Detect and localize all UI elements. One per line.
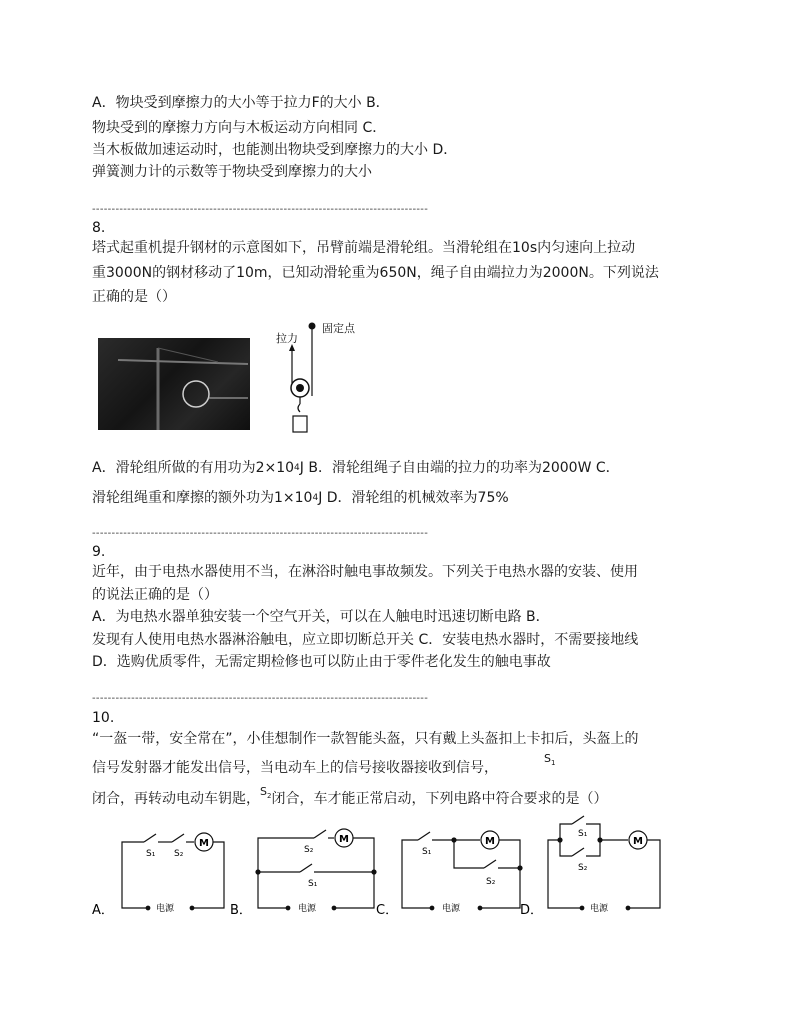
pull-label: 拉力 <box>276 332 298 345</box>
q8-stem-line-1: 塔式起重机提升钢材的示意图如下，吊臂前端是滑轮组。当滑轮组在10s内匀速向上拉动 <box>92 240 636 256</box>
separator-line: -------------------------------------------------------------------------------------- <box>92 204 429 215</box>
circuit-a-motor: M <box>199 838 209 849</box>
q10-line-3-end: 闭合，车才能正常启动，下列电路中符合要求的是（） <box>271 791 608 807</box>
q8-option-a-exponent: 4 <box>294 463 300 473</box>
q8-option-c-value: 1×10 <box>274 490 313 506</box>
circuit-b-power: 电源 <box>298 904 317 914</box>
circuit-a-power: 电源 <box>156 904 175 914</box>
pulley-diagram <box>262 318 382 440</box>
q8-option-d-text: D．滑轮组的机械效率为75% <box>322 490 509 506</box>
q8-option-line-2 <box>92 488 509 508</box>
highlight-circle <box>183 381 209 407</box>
separator-line: -------------------------------------------------------------------------------------- <box>92 693 429 704</box>
circuit-b-s2: S₂ <box>304 845 314 855</box>
separator-line: -------------------------------------------------------------------------------------- <box>92 528 429 539</box>
option-c-label: C． <box>376 903 399 918</box>
q8-option-c-unit: J <box>318 490 323 506</box>
circuit-c-motor: M <box>485 836 495 847</box>
q8-number: 8. <box>92 220 106 236</box>
circuit-d-s2: S₂ <box>578 863 588 873</box>
q9-line-2: 的说法正确的是（） <box>92 587 218 603</box>
pull-arrow-icon <box>289 344 295 351</box>
q7-option-line-2: 物块受到的摩擦力方向与木板运动方向相同 C． <box>92 120 387 136</box>
option-a-label: A． <box>92 903 114 918</box>
q10-number: 10. <box>92 710 115 726</box>
q7-option-line-4: 弹簧测力计的示数等于物块受到摩擦力的大小 <box>92 164 372 180</box>
option-d-label: D． <box>520 903 544 918</box>
q9-line-3: A．为电热水器单独安装一个空气开关，可以在人触电时迅速切断电路 B． <box>92 609 550 625</box>
circuit-b-s1: S₁ <box>308 879 318 889</box>
q8-option-a-value: 2×10 <box>255 460 295 476</box>
q9-number: 9. <box>92 544 106 560</box>
load-block <box>293 416 307 432</box>
q8-stem-line-3: 正确的是（） <box>92 289 176 305</box>
circuit-d-power: 电源 <box>590 904 609 914</box>
crane-silhouette <box>98 338 250 430</box>
circuit-d-motor: M <box>633 836 643 847</box>
circuit-d <box>548 816 660 910</box>
circuit-options-figure <box>88 810 688 920</box>
q7-option-line-1: A．物块受到摩擦力的大小等于拉力F的大小 B． <box>92 95 390 111</box>
q7-option-line-3: 当木板做加速运动时，也能测出物块受到摩擦力的大小 D． <box>92 142 458 158</box>
q8-option-a-unit: J <box>299 460 304 476</box>
circuit-b <box>256 829 376 910</box>
circuit-c-power: 电源 <box>442 904 461 914</box>
q10-s2-symbol: S2 <box>260 785 272 801</box>
q10-line-1: “一盔一带，安全常在”，小佳想制作一款智能头盔，只有戴上头盔扣上卡扣后，头盔上的 <box>92 731 639 747</box>
q10-s1-symbol: $S_1$ <box>544 752 556 768</box>
q8-option-b-text: B．滑轮组绳子自由端的拉力的功率为2000W C． <box>303 460 620 476</box>
q8-option-c-text: 滑轮组绳重和摩擦的额外功为 <box>92 490 274 506</box>
crane-photo <box>98 338 250 430</box>
circuit-d-s1: S₁ <box>578 829 588 839</box>
circuit-a-s1: S₁ <box>146 849 156 859</box>
q10-line-2: 信号发射器才能发出信号，当电动车上的信号接收器接收到信号， <box>92 760 498 776</box>
q9-line-4: 发现有人使用电热水器淋浴触电，应立即切断总开关 C．安装电热水器时，不需要接地线 <box>92 632 639 648</box>
option-b-label: B． <box>230 903 252 918</box>
circuit-b-motor: M <box>339 834 349 845</box>
q8-stem-line-2: 重3000N的钢材移动了10m，已知动滑轮重为650N，绳子自由端拉力为2000N。下列说法 <box>92 265 659 281</box>
circuit-c-s1: S₁ <box>422 847 432 857</box>
q10-line-3-start: 闭合，再转动电动车钥匙， <box>92 791 260 807</box>
q8-option-c-exponent: 4 <box>312 493 319 503</box>
q8-option-a-text: A．滑轮组所做的有用功为 <box>92 460 256 476</box>
q9-line-5: D．选购优质零件，无需定期检修也可以防止由于零件老化发生的触电事故 <box>92 654 551 670</box>
circuit-a-s2: S₂ <box>174 849 184 859</box>
circuit-c-s2: S₂ <box>486 877 496 887</box>
q8-option-line-1 <box>92 458 620 478</box>
fixed-point-label: 固定点 <box>322 322 355 335</box>
circuit-c <box>402 831 522 910</box>
q9-line-1: 近年，由于电热水器使用不当，在淋浴时触电事故频发。下列关于电热水器的安装、使用 <box>92 564 638 580</box>
hook-icon <box>298 404 300 412</box>
